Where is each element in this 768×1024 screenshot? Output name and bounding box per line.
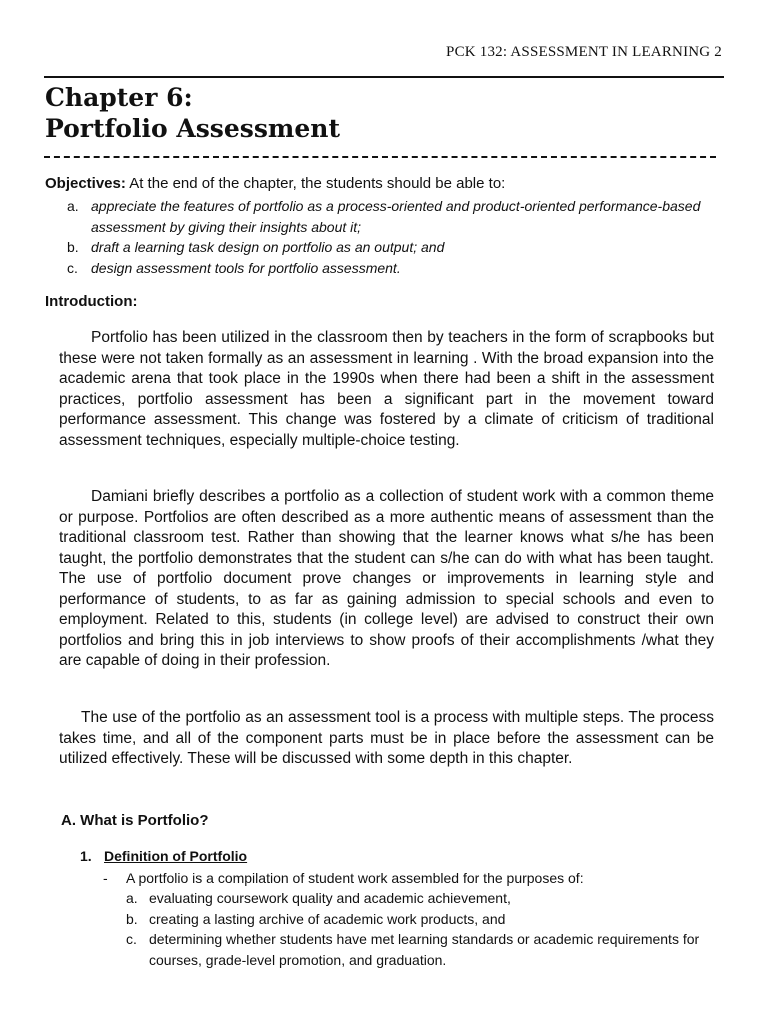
- intro-paragraph: Portfolio has been utilized in the classroom then by teachers in the form of scrapbooks but these were not taken formally as an assessment in learning . With the broad expansion into the academic arena that took place in the 1990s when there had been a shift in the assessment practices, portfolio assessment has been a significant part in the movement toward performance assessment. This change was fostered by a climate of criticism of traditional assessment techniques, especially multiple-choice testing.: [59, 329, 714, 449]
- definition-list: [126, 888, 726, 970]
- list-item: [67, 258, 717, 279]
- definition-lead: A portfolio is a compilation of student work assembled for the purposes of:: [126, 870, 584, 886]
- objective-text: draft a learning task design on portfolio as an output; and: [91, 239, 445, 255]
- objectives-line: [45, 175, 505, 192]
- definition-item-text: determining whether students have met learning standards or academic requirements for courses, grade-level promotion, and graduation.: [149, 931, 700, 968]
- objective-text: appreciate the features of portfolio as a process-oriented and product-oriented performance-based assessment by giving their insights about it;: [91, 198, 701, 235]
- definition-heading: [80, 848, 247, 864]
- definition-item-text: evaluating coursework quality and academic achievement,: [149, 890, 511, 906]
- chapter-name: Portfolio Assessment: [45, 114, 341, 143]
- definition-lead-line: [103, 868, 584, 889]
- intro-paragraph: Damiani briefly describes a portfolio as a collection of student work with a common theme or purpose. Portfolios are often described as a more authentic means of assessment than the traditional classroom test. Rather than showing that the learner knows what s/he has been taught, the portfolio demonstrates that the student can s/he can do with what has been taught. The use of portfolio document prove changes or improvements in learning style and performance of students, to as far as gaining admission to special schools and even to employment. Related to this, students (in college level) are advised to construct their own portfolios and bring this in job interviews to show proofs of their accomplishments /what they are capable of doing in their profession.: [59, 488, 714, 669]
- list-marker: b.: [67, 239, 79, 255]
- list-marker: b.: [126, 910, 138, 927]
- chapter-title: [45, 82, 340, 144]
- definition-item-text: creating a lasting archive of academic work products, and: [149, 910, 506, 927]
- objective-text: design assessment tools for portfolio assessment.: [91, 259, 401, 276]
- list-item: [126, 929, 726, 970]
- intro-paragraph: The use of the portfolio as an assessment tool is a process with multiple steps. The process takes time, and all of the component parts must be in place before the assessment can be utilized effectively. These will be discussed with some depth in this chapter.: [59, 709, 714, 767]
- dash-marker: -: [103, 870, 108, 886]
- objectives-list: [67, 196, 717, 278]
- list-marker: a.: [126, 890, 138, 906]
- objectives-label: Objectives:: [45, 175, 126, 192]
- header-rule: [44, 76, 724, 78]
- list-marker: a.: [67, 198, 79, 214]
- list-marker: c.: [126, 931, 137, 947]
- introduction-heading: Introduction:: [45, 293, 138, 310]
- running-header: PCK 132: ASSESSMENT IN LEARNING 2: [446, 44, 722, 60]
- section-a-heading: A. What is Portfolio?: [61, 812, 209, 829]
- title-divider: [44, 156, 716, 158]
- list-item: [67, 237, 717, 258]
- definition-number: 1.: [80, 848, 92, 864]
- definition-title: Definition of Portfolio: [104, 848, 248, 864]
- objectives-lead: At the end of the chapter, the students should be able to:: [129, 175, 506, 192]
- list-item: [126, 888, 726, 909]
- list-item: [126, 909, 726, 930]
- list-item: [67, 196, 717, 237]
- list-marker: c.: [67, 259, 78, 276]
- chapter-number: Chapter 6:: [45, 83, 193, 112]
